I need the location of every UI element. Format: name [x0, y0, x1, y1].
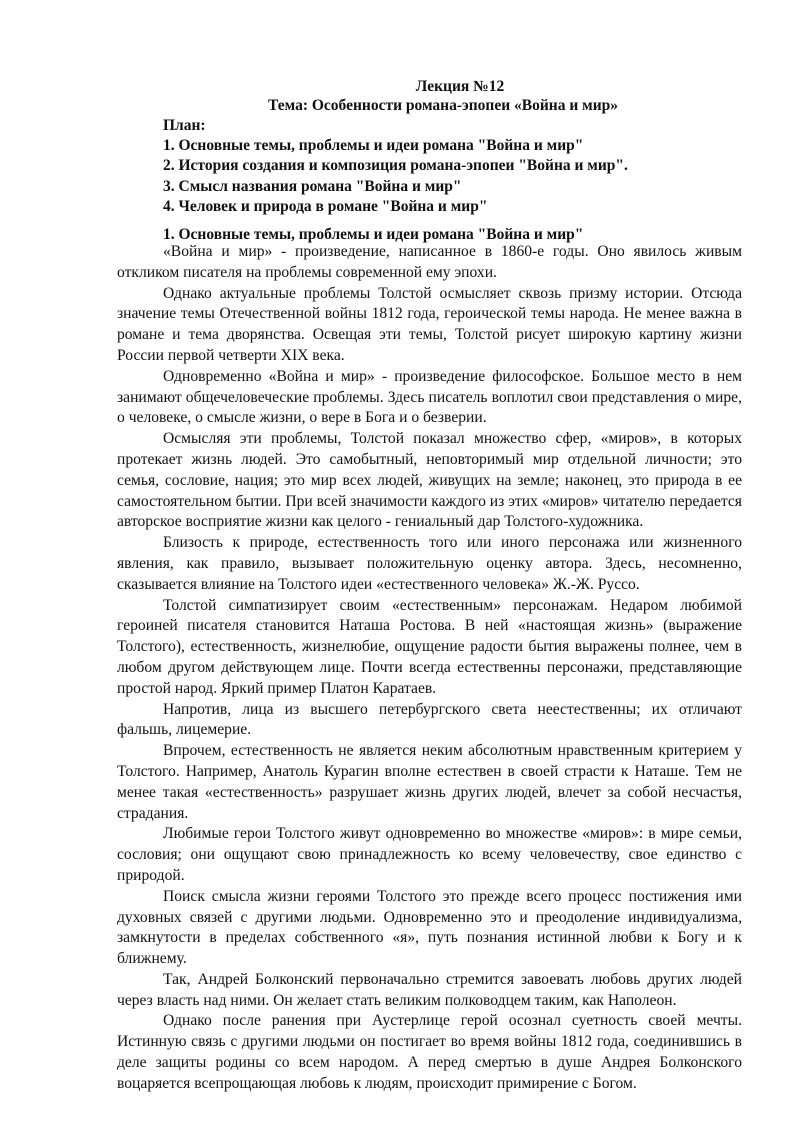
paragraph: Однако после ранения при Аустерлице герой осознал суетность своей мечты. Истинную связь с другими людьми он постигает во время войны 1812 года, соединившись в деле защиты родины со всем народом. А перед смертью в душе Андрея Болконского воцаряется всепрощающая любовь к людям, происходит примирение с Богом.: [117, 1012, 742, 1092]
lecture-plan: [163, 116, 628, 217]
paragraph: Впрочем, естественность не является неким абсолютным нравственным критерием у Толстого. Например, Анатоль Курагин вполне естествен в своей страсти к Наташе. Тем не менее такая «естественность» разрушает жизнь других людей, влечет за собой несчастья, страдания.: [117, 742, 742, 822]
plan-item-3: 3. Смысл названия романа "Война и мир": [163, 177, 462, 195]
plan-item-1: 1. Основные темы, проблемы и идеи романа "Война и мир": [163, 137, 584, 155]
lecture-number: Лекция №12: [415, 78, 505, 95]
section-heading: 1. Основные темы, проблемы и идеи романа "Война и мир": [163, 226, 584, 243]
paragraph: Поиск смысла жизни героями Толстого это прежде всего процесс постижения ими духовных связей с другими людьми. Одновременно это и преодоление индивидуализма, замкнутости в пределах собственного «я», путь познания истинной любви к Богу и к ближнему.: [117, 887, 742, 968]
body-text: [117, 242, 742, 1095]
paragraph: Так, Андрей Болконский первоначально стремится завоевать любовь других людей через власть над ними. Он желает стать великим полководцем таким, как Наполеон.: [117, 970, 742, 1009]
paragraph: Осмысляя эти проблемы, Толстой показал множество сфер, «миров», в которых протекает жизнь людей. Это самобытный, неповторимый мир отдельной личности; это семья, сословие, нация; это мир всех людей, живущих на земле; наконец, это природа в ее самостоятельном бытии. При всей значимости каждого из этих «миров» читателю передается авторское восприятие жизни как целого - гениальный дар Толстого-художника.: [117, 430, 742, 531]
paragraph: Одновременно «Война и мир» - произведение философское. Большое место в нем занимают общечеловеческие проблемы. Здесь писатель воплотил свои представления о мире, о человеке, о смысле жизни, о вере в Бога и о безверии.: [117, 367, 742, 427]
lecture-topic: Тема: Особенности романа-эпопеи «Война и мир»: [268, 97, 618, 114]
paragraph: Толстой симпатизирует своим «естественным» персонажам. Недаром любимой героиней писателя становится Наташа Ростова. В ней «настоящая жизнь» (выражение Толстого), естественность, жизнелюбие, ощущение радости бытия выражены полнее, чем в любом другом действующем лице. Почти всегда естественны персонажи, представляющие простой народ. Яркий пример Платон Каратаев.: [117, 596, 742, 697]
paragraph: Близость к природе, естественность того или иного персонажа или жизненного явления, как правило, вызывает положительную оценку автора. Здесь, несомненно, сказывается влияние на Толстого идеи «естественного человека» Ж.-Ж. Руссо.: [117, 534, 742, 593]
paragraph: Однако актуальные проблемы Толстой осмысляет сквозь призму истории. Отсюда значение темы Отечественной войны 1812 года, героической темы народа. Не менее важна в романе и тема дворянства. Освещая эти темы, Толстой рисует широкую картину жизни России первой четверти XIX века.: [117, 284, 742, 364]
paragraph: «Война и мир» - произведение, написанное в 1860-е годы. Оно явилось живым откликом писателя на проблемы современной ему эпохи.: [117, 243, 742, 281]
plan-item-4: 4. Человек и природа в романе "Война и мир": [163, 197, 488, 215]
plan-title: План:: [163, 117, 206, 134]
plan-item-2: 2. История создания и композиция романа-эпопеи "Война и мир".: [163, 157, 628, 175]
paragraph: Напротив, лица из высшего петербургского света неестественны; их отличают фальшь, лицемерие.: [117, 700, 742, 739]
paragraph: Любимые герои Толстого живут одновременно во множестве «миров»: в мире семьи, сословия; они ощущают свою принадлежность ко всему человечеству, свое единство с природой.: [117, 825, 742, 884]
